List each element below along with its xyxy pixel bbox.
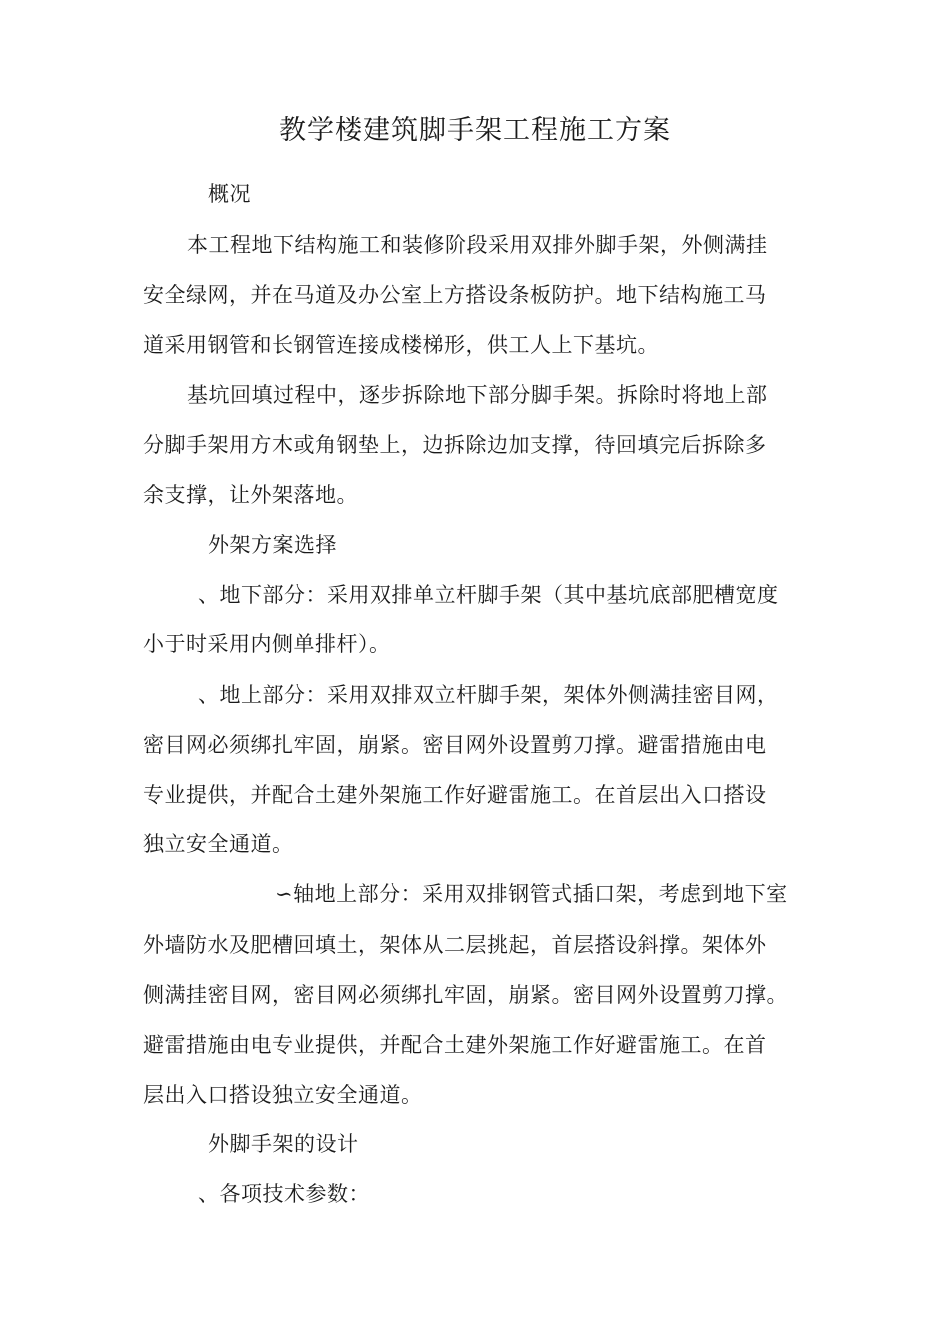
- paragraph-line: 侧满挂密目网，密目网必须绑扎牢固，崩紧。密目网外设置剪刀撑。: [143, 983, 788, 1007]
- paragraph-line: 外墙防水及肥槽回填土，架体从二层挑起，首层搭设斜撑。架体外: [143, 933, 767, 957]
- paragraph-line: 、地上部分：采用双排双立杆脚手架，架体外侧满挂密目网，: [198, 683, 779, 707]
- document-title: 教学楼建筑脚手架工程施工方案: [279, 115, 671, 146]
- paragraph-line: 层出入口搭设独立安全通道。: [143, 1083, 423, 1107]
- paragraph-line: 小于时采用内侧单排杆）。: [143, 632, 391, 656]
- paragraph-line: 专业提供，并配合土建外架施工作好避雷施工。在首层出入口搭设: [143, 783, 767, 807]
- section-heading-overview: 概况: [208, 182, 251, 206]
- paragraph-line: 密目网必须绑扎牢固，崩紧。密目网外设置剪刀撑。避雷措施由电: [143, 733, 767, 757]
- paragraph-line: 基坑回填过程中，逐步拆除地下部分脚手架。拆除时将地上部: [187, 383, 768, 407]
- paragraph-line: 独立安全通道。: [143, 832, 294, 856]
- section-heading-scheme: 外架方案选择: [208, 533, 337, 557]
- paragraph-line: 、地下部分：采用双排单立杆脚手架（其中基坑底部肥槽宽度: [198, 583, 779, 607]
- paragraph-line: 本工程地下结构施工和装修阶段采用双排外脚手架，外侧满挂: [187, 233, 768, 257]
- paragraph-line: 避雷措施由电专业提供，并配合土建外架施工作好避雷施工。在首: [143, 1033, 767, 1057]
- paragraph-line: 余支撑，让外架落地。: [143, 483, 358, 507]
- section-heading-design: 外脚手架的设计: [208, 1132, 359, 1156]
- paragraph-line: ∽轴地上部分：采用双排钢管式插口架，考虑到地下室: [275, 882, 788, 906]
- paragraph-line: 、各项技术参数：: [198, 1182, 370, 1206]
- paragraph-line: 安全绿网，并在马道及办公室上方搭设条板防护。地下结构施工马: [143, 283, 767, 307]
- paragraph-line: 道采用钢管和长钢管连接成楼梯形，供工人上下基坑。: [143, 333, 659, 357]
- paragraph-line: 分脚手架用方木或角钢垫上，边拆除边加支撑，待回填完后拆除多: [143, 433, 767, 457]
